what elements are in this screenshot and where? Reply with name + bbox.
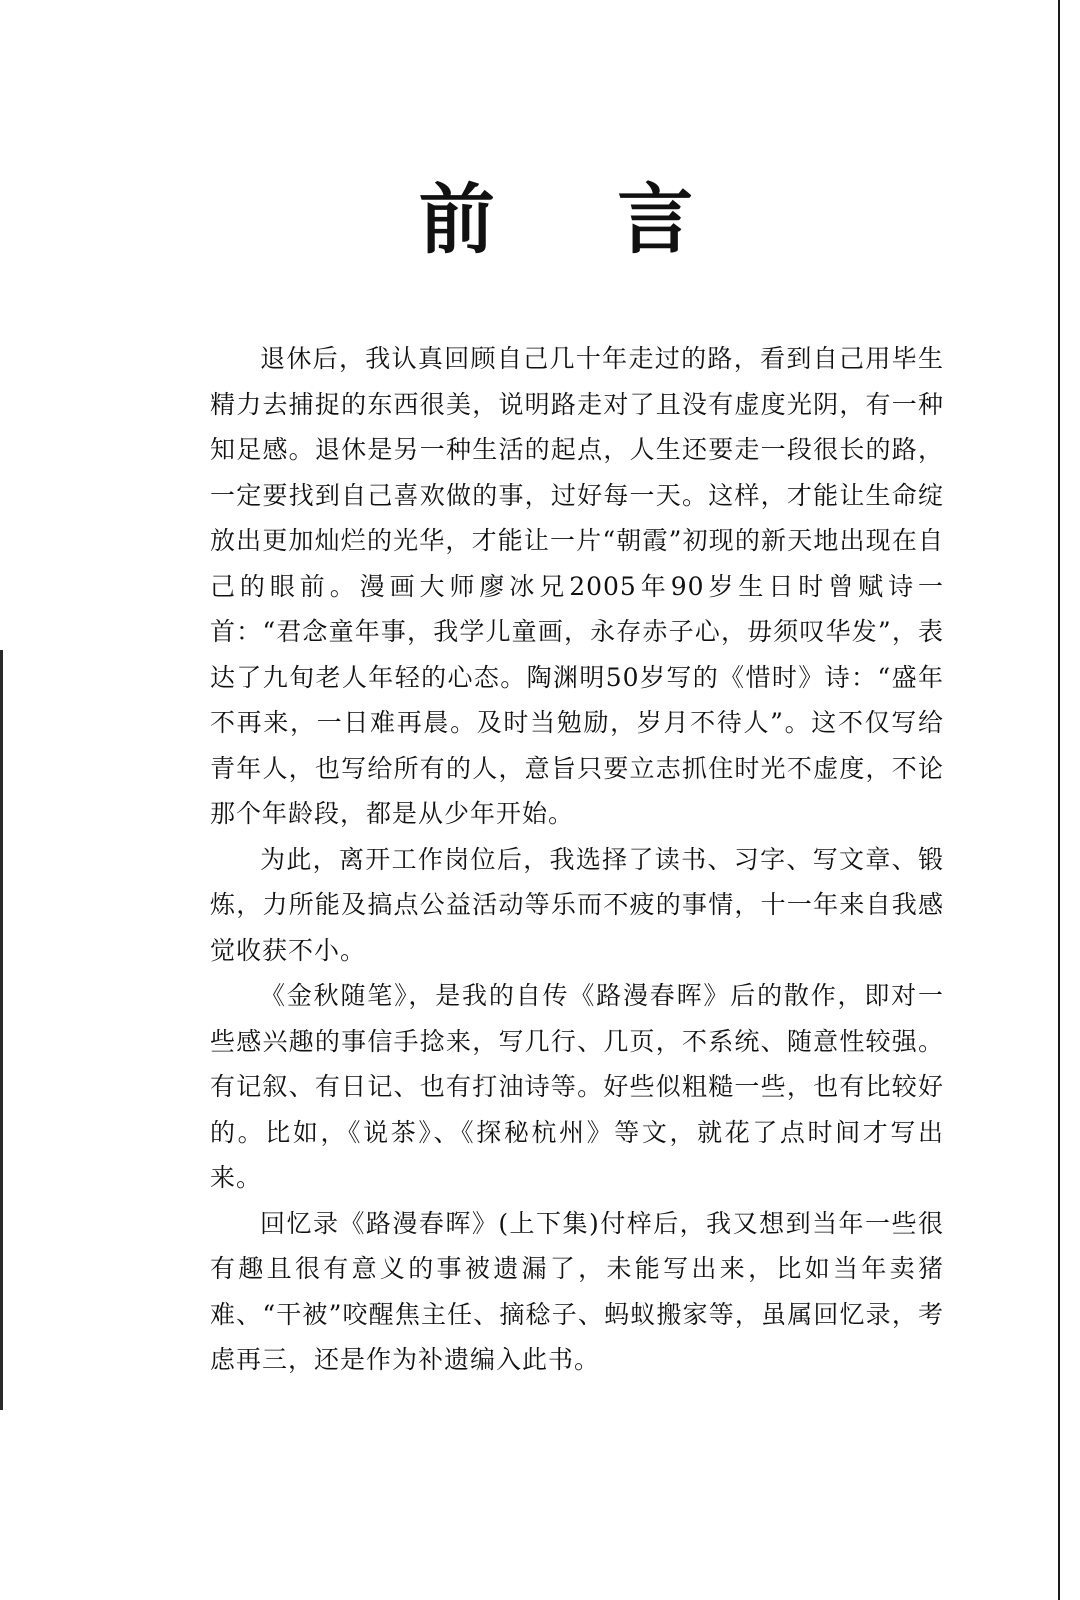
scan-border-left: [0, 650, 3, 1410]
page-title: 前 言: [418, 175, 742, 264]
paragraph-1: 退休后，我认真回顾自己几十年走过的路，看到自己用毕生精力去捕捉的东西很美，说明路走对了且没有虚度光阴，有一种知足感。退休是另一种生活的起点，人生还要走一段很长的路，一定要找到自己喜欢做的事，过好每一天。这样，才能让生命绽放出更加灿烂的光华，才能让一片“朝霞”初现的新天地出现在自己的眼前。漫画大师廖冰兄2005年90岁生日时曾赋诗一首：“君念童年事，我学儿童画，永存赤子心，毋须叹华发”，表达了九旬老人年轻的心态。陶渊明50岁写的《惜时》诗：“盛年不再来，一日难再晨。及时当勉励，岁月不待人”。这不仅写给青年人，也写给所有的人，意旨只要立志抓住时光不虚度，不论那个年龄段，都是从少年开始。: [210, 344, 944, 828]
preface-body: [210, 336, 944, 1383]
paragraph-2: 为此，离开工作岗位后，我选择了读书、习字、写文章、锻炼，力所能及搞点公益活动等乐而不疲的事情，十一年来自我感觉收获不小。: [210, 844, 944, 965]
paragraph-3: 《金秋随笔》，是我的自传《路漫春晖》后的散作，即对一些感兴趣的事信手捻来，写几行、几页，不系统、随意性较强。有记叙、有日记、也有打油诗等。好些似粗糙一些，也有比较好的。比如，《说茶》、《探秘杭州》等文，就花了点时间才写出来。: [210, 981, 944, 1192]
paragraph-4: 回忆录《路漫春晖》(上下集)付梓后，我又想到当年一些很有趣且很有意义的事被遗漏了，未能写出来，比如当年卖猪难、“干被”咬醒焦主任、摘稔子、蚂蚁搬家等，虽属回忆录，考虑再三，还是作为补遗编入此书。: [210, 1208, 944, 1374]
